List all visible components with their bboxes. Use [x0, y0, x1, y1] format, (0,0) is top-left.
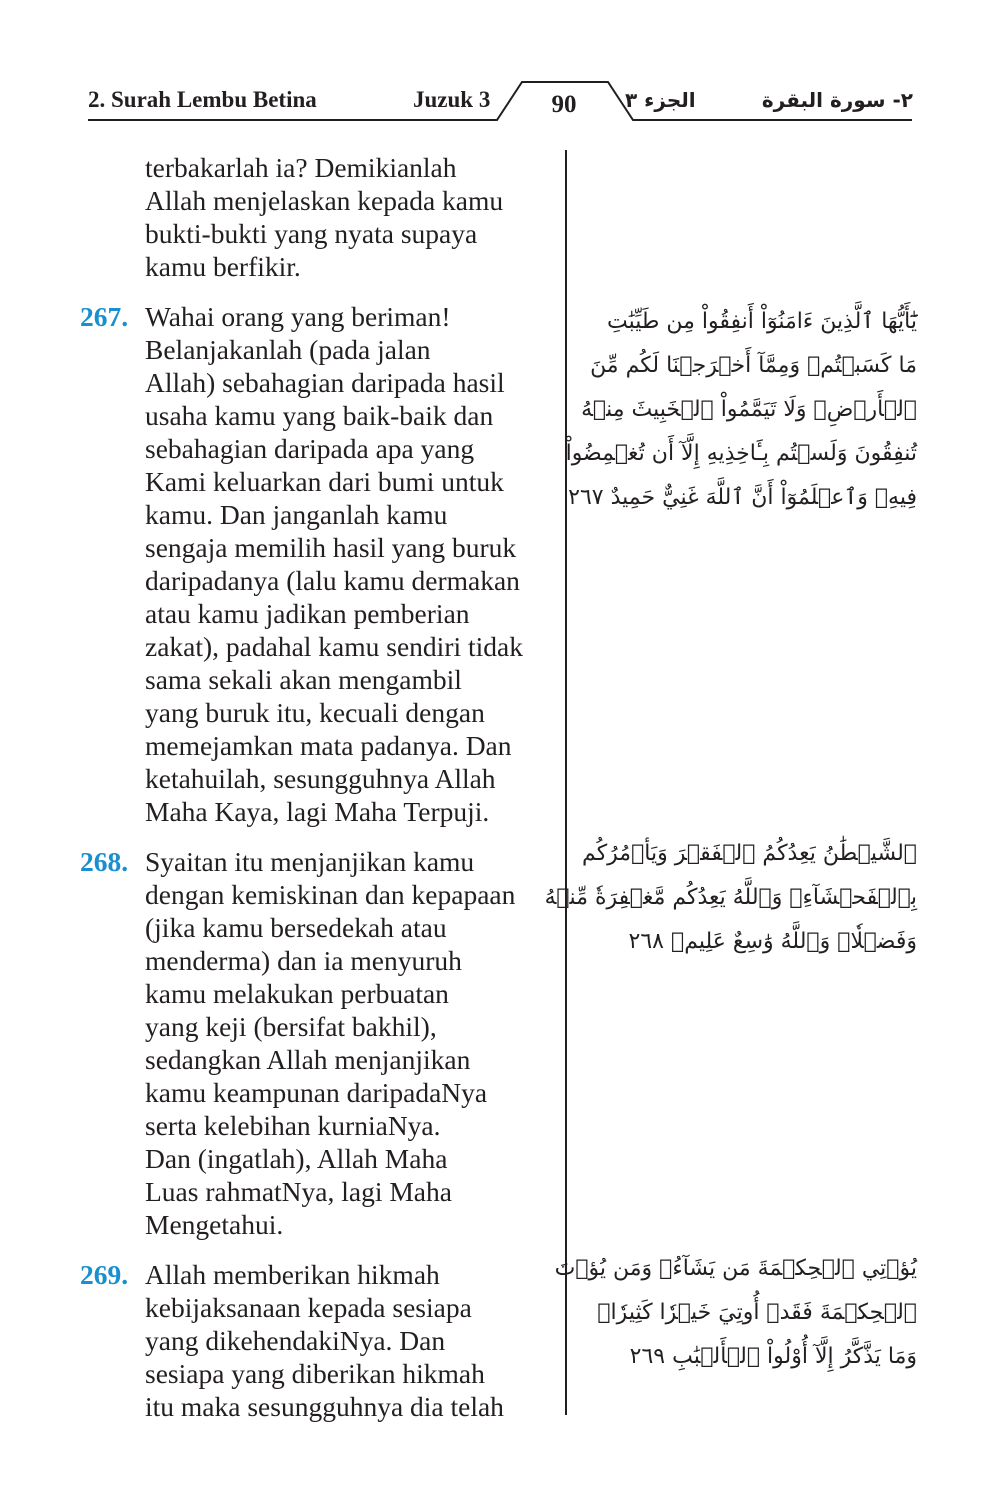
verse-number: 269. — [80, 1259, 129, 1290]
translation-line: kamu. Dan janganlah kamu — [145, 499, 448, 530]
column-divider — [565, 150, 567, 1415]
translation-line: Wahai orang yang beriman! — [145, 301, 451, 332]
arabic-line: وَفَضۡلٗاۗ وَٱللَّهُ وَٰسِعٌ عَلِيمٞ ٢٦٨ — [628, 929, 917, 954]
translation-line: daripadanya (lalu kamu dermakan — [145, 565, 520, 596]
translation-line: terbakarlah ia? Demikianlah — [145, 152, 457, 183]
translation-line: (jika kamu bersedekah atau — [145, 912, 447, 943]
translation-line: menderma) dan ia menyuruh — [145, 945, 462, 976]
translation-line: bukti-bukti yang nyata supaya — [145, 218, 478, 249]
header-juz-arabic: الجزء ٣ — [625, 88, 696, 112]
translation-line: Kami keluarkan dari bumi untuk — [145, 466, 504, 497]
arabic-line: ٱلۡأَرۡضِۖ وَلَا تَيَمَّمُواْ ٱلۡخَبِيثَ مِنۡهُ — [581, 397, 917, 422]
verse-269-translation — [80, 1258, 560, 1423]
translation-line: Dan (ingatlah), Allah Maha — [145, 1143, 448, 1174]
arabic-line: يَٰٓأَيُّهَا ٱلَّذِينَ ءَامَنُوٓاْ أَنفِقُواْ مِن طَيِّبَٰتِ — [606, 309, 917, 334]
translation-line: atau kamu jadikan pemberian — [145, 598, 470, 629]
arabic-line: فِيهِۚ وَٱعۡلَمُوٓاْ أَنَّ ٱللَّهَ غَنِيٌّ حَمِيدٌ ٢٦٧ — [568, 485, 917, 510]
translation-line: dengan kemiskinan dan kepapaan — [145, 879, 516, 910]
translation-column — [80, 151, 560, 1440]
ayah-269-arabic — [554, 1247, 917, 1379]
arabic-line: يُؤۡتِي ٱلۡحِكۡمَةَ مَن يَشَآءُۚ وَمَن يُؤۡتَ — [554, 1256, 917, 1281]
translation-line: Allah memberikan hikmah — [145, 1259, 440, 1290]
translation-line: zakat), padahal kamu sendiri tidak — [145, 631, 523, 662]
translation-line: usaha kamu yang baik-baik dan — [145, 400, 494, 431]
translation-line: kamu berfikir. — [145, 251, 301, 282]
translation-line: Luas rahmatNya, lagi Maha — [145, 1176, 452, 1207]
verse-267-translation — [80, 300, 560, 828]
translation-line: sama sekali akan mengambil — [145, 664, 462, 695]
translation-line: Syaitan itu menjanjikan kamu — [145, 846, 475, 877]
verse-268-translation — [80, 845, 560, 1241]
translation-line: sengaja memilih hasil yang buruk — [145, 532, 517, 563]
ayah-267-arabic — [565, 300, 917, 520]
arabic-line: تُنفِقُونَ وَلَسۡتُم بِـَٔاخِذِيهِ إِلَّآ أَن تُغۡمِضُواْ — [565, 441, 917, 466]
translation-line: sebahagian daripada apa yang — [145, 433, 475, 464]
arabic-line: بِٱلۡفَحۡشَآءِۖ وَٱللَّهُ يَعِدُكُم مَّغۡفِرَةٗ مِّنۡهُ — [544, 885, 917, 910]
translation-line: yang keji (bersifat bakhil), — [145, 1011, 437, 1042]
header-surah-name: 2. Surah Lembu Betina — [88, 87, 317, 112]
translation-line: Allah menjelaskan kepada kamu — [145, 185, 504, 216]
translation-line: Allah) sebahagian daripada hasil — [145, 367, 505, 398]
translation-line: kebijaksanaan kepada sesiapa — [145, 1292, 472, 1323]
translation-line: sesiapa yang diberikan hikmah — [145, 1358, 485, 1389]
arabic-line: ٱلۡحِكۡمَةَ فَقَدۡ أُوتِيَ خَيۡرٗا كَثِيرٗاۗ — [597, 1300, 917, 1325]
translation-line: kamu keampunan daripadaNya — [145, 1077, 488, 1108]
translation-line: yang dikehendakiNya. Dan — [145, 1325, 446, 1356]
verse-number: 268. — [80, 846, 129, 877]
translation-line: Maha Kaya, lagi Maha Terpuji. — [145, 796, 490, 827]
verse-number: 267. — [80, 301, 129, 332]
translation-line: itu maka sesungguhnya dia telah — [145, 1391, 504, 1422]
translation-line: serta kelebihan kurniaNya. — [145, 1110, 441, 1141]
ayah-268-arabic — [544, 832, 917, 964]
translation-line: yang buruk itu, kecuali dengan — [145, 697, 485, 728]
arabic-line: وَمَا يَذَّكَّرُ إِلَّآ أُوْلُواْ ٱلۡأَلۡبَٰبِ ٢٦٩ — [629, 1344, 917, 1369]
translation-line: kamu melakukan perbuatan — [145, 978, 449, 1009]
translation-line: Mengetahui. — [145, 1209, 284, 1240]
translation-continuation — [80, 151, 560, 283]
page-number: 90 — [551, 91, 577, 118]
arabic-line: ٱلشَّيۡطَٰنُ يَعِدُكُمُ ٱلۡفَقۡرَ وَيَأۡمُرُكُم — [582, 841, 917, 866]
page-header — [0, 0, 1000, 130]
translation-line: ketahuilah, sesungguhnya Allah — [145, 763, 496, 794]
arabic-line: مَا كَسَبۡتُمۡ وَمِمَّآ أَخۡرَجۡنَا لَكُم مِّنَ — [590, 353, 917, 378]
translation-line: memejamkan mata padanya. Dan — [145, 730, 512, 761]
translation-line: sedangkan Allah menjanjikan — [145, 1044, 471, 1075]
translation-line: Belanjakanlah (pada jalan — [145, 334, 431, 365]
header-surah-arabic: ٢- سورة البقرة — [761, 88, 913, 112]
header-juzuk: Juzuk 3 — [413, 87, 491, 112]
